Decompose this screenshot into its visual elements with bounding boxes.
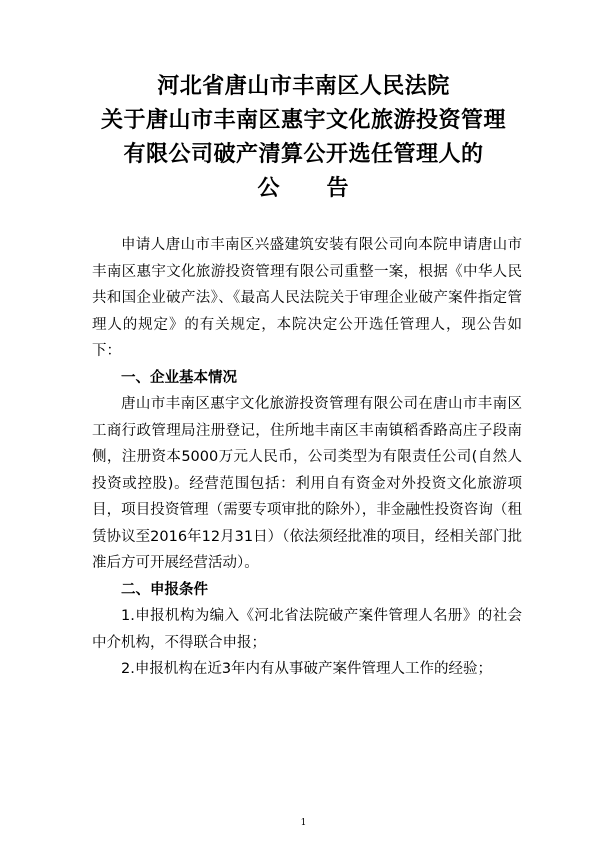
condition-item-2: 2.申报机构在近3年内有从事破产案件管理人工作的经验； — [121, 661, 493, 677]
title-court-name: 河北省唐山市丰南区人民法院 — [157, 74, 450, 99]
section-heading-conditions: 二、申报条件 — [121, 581, 208, 598]
intro-paragraph: 申请人唐山市丰南区兴盛建筑安装有限公司向本院申请唐山市丰南区惠宇文化旅游投资管理有限公司重整一案，根据《中华人民共和国企业破产法》、《最高人民法院关于审理企业破产案件指定管理人的规定》的有关规定，本院决定公开选任管理人，现公告如下： — [92, 237, 522, 359]
notice-title — [0, 70, 607, 206]
title-notice-word: 公 告 — [257, 176, 350, 201]
notice-body — [92, 232, 522, 683]
title-subject-line-2: 有限公司破产清算公开选任管理人的 — [123, 142, 484, 167]
title-subject-line-1: 关于唐山市丰南区惠宇文化旅游投资管理 — [100, 108, 506, 133]
condition-item-1: 1.申报机构为编入《河北省法院破产案件管理人名册》的社会中介机构，不得联合申报； — [92, 608, 522, 651]
company-info-paragraph: 唐山市丰南区惠宇文化旅游投资管理有限公司在唐山市丰南区工商行政管理局注册登记，住所地丰南区丰南镇稻香路高庄子段南侧，注册资本5000万元人民币，公司类型为有限责任公司(自然人投资或控股)。经营范围包括：利用自有资金对外投资文化旅游项目，项目投资管理（需要专项审批的除外），非金融性投资咨询（租赁协议至2016年12月31日）（依法须经批准的项目，经相关部门批准后方可开展经营活动）。 — [92, 396, 522, 571]
section-heading-company-info: 一、企业基本情况 — [121, 369, 237, 386]
page-number: 1 — [300, 818, 307, 828]
